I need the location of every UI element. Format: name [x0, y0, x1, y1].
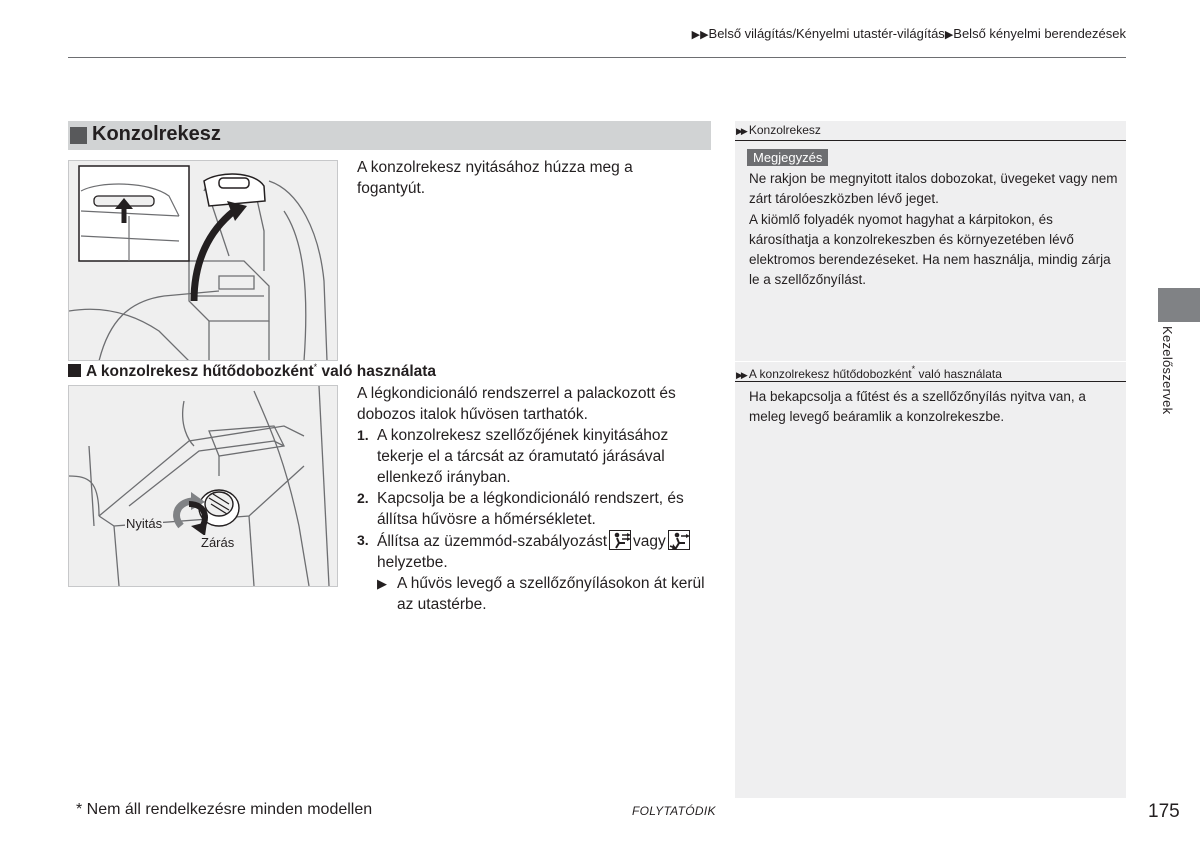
result-arrow-icon: ▶: [377, 576, 387, 591]
close-label: Zárás: [201, 535, 235, 550]
step-item: [357, 425, 712, 488]
step-number: 2.: [357, 490, 369, 506]
sidebar-heading-suffix: való használata: [918, 367, 1002, 381]
sidebar-heading: [735, 362, 1126, 382]
vent-dial-illustration: [68, 385, 338, 587]
sidebar-paragraph: Ne rakjon be megnyitott italos dobozokat, üvegeket vagy nem zárt tárolóeszközben lévő jeget.: [749, 171, 1118, 207]
breadcrumb-item[interactable]: Belső világítás/Kényelmi utastér-világítás: [708, 26, 945, 41]
chapter-tab[interactable]: [1158, 288, 1200, 322]
square-bullet-icon: [68, 364, 81, 377]
sidebar-note-console: [735, 121, 1126, 361]
double-triangle-icon: ▶▶: [691, 29, 709, 41]
page-number: 175: [1148, 801, 1180, 822]
console-drawing: [69, 161, 338, 361]
breadcrumb: [692, 26, 1126, 41]
sidebar-text: [749, 169, 1121, 291]
open-label: Nyitás: [126, 516, 163, 531]
step-text: A konzolrekesz szellőzőjének kinyitásához tekerje el a tárcsát az óramutató járásával ellenkező irányban.: [377, 427, 669, 486]
step-text: vagy: [633, 533, 666, 550]
triangle-icon: ▶: [944, 29, 954, 41]
vent-drawing: [69, 386, 338, 587]
availability-mark: *: [911, 364, 916, 374]
footnote: * Nem áll rendelkezésre minden modellen: [76, 801, 373, 818]
step-text: helyzetbe.: [377, 554, 448, 571]
step-item: [357, 488, 712, 530]
sidebar-note-cooler: [735, 362, 1126, 798]
breadcrumb-item[interactable]: Belső kényelmi berendezések: [953, 26, 1126, 41]
step-item: [357, 530, 712, 573]
step-number: 3.: [357, 532, 369, 548]
bi-level-mode-icon: [668, 530, 690, 550]
step-number: 1.: [357, 427, 369, 443]
section-heading: [68, 121, 711, 150]
square-bullet-icon: [70, 127, 87, 144]
face-vent-mode-icon: [609, 530, 631, 550]
double-triangle-icon: ▶▶: [736, 370, 746, 380]
cooler-intro: A légkondicionáló rendszerrel a palackozott és dobozos italok hűvösen tarthatók.: [357, 385, 676, 423]
note-badge: Megjegyzés: [747, 149, 828, 166]
double-triangle-icon: ▶▶: [736, 126, 746, 136]
section-intro: A konzolrekesz nyitásához húzza meg a fogantyút.: [357, 159, 633, 197]
sidebar-paragraph: Ha bekapcsolja a fűtést és a szellőzőnyílás nyitva van, a meleg levegő beáramlik a konzolrekeszbe.: [749, 389, 1086, 425]
step-text: Kapcsolja be a légkondicionáló rendszert, és állítsa hűvösre a hőmérsékletet.: [377, 490, 684, 528]
result-text: A hűvös levegő a szellőzőnyílásokon át kerül az utastérbe.: [397, 575, 705, 613]
sidebar-heading-text: Konzolrekesz: [748, 123, 821, 137]
cooler-heading-text: A konzolrekesz hűtődobozként: [86, 363, 314, 380]
continue-marker: FOLYTATÓDIK: [632, 804, 716, 818]
header-rule: [68, 57, 1126, 58]
cooler-heading: [68, 362, 436, 381]
chapter-tab-label: Kezelőszervek: [1160, 326, 1175, 415]
sidebar-paragraph: A kiömlő folyadék nyomot hagyhat a kárpitokon, és károsíthatja a konzolrekeszben és környezetében lévő elektromos berendezéseket. Ha nem használja, mindig zárja le a szellőzőnyílást.: [749, 211, 1111, 288]
sidebar-heading-text: A konzolrekesz hűtődobozként: [748, 367, 912, 381]
cooler-heading-suffix: való használata: [321, 363, 437, 380]
availability-mark: *: [313, 362, 318, 372]
console-open-illustration: [68, 160, 338, 361]
sidebar-heading: [735, 121, 1126, 141]
cooler-instructions: [357, 383, 712, 615]
section-title: Konzolrekesz: [92, 123, 221, 145]
step-text: Állítsa az üzemmód-szabályozást: [377, 533, 608, 550]
result-note: [357, 573, 712, 615]
